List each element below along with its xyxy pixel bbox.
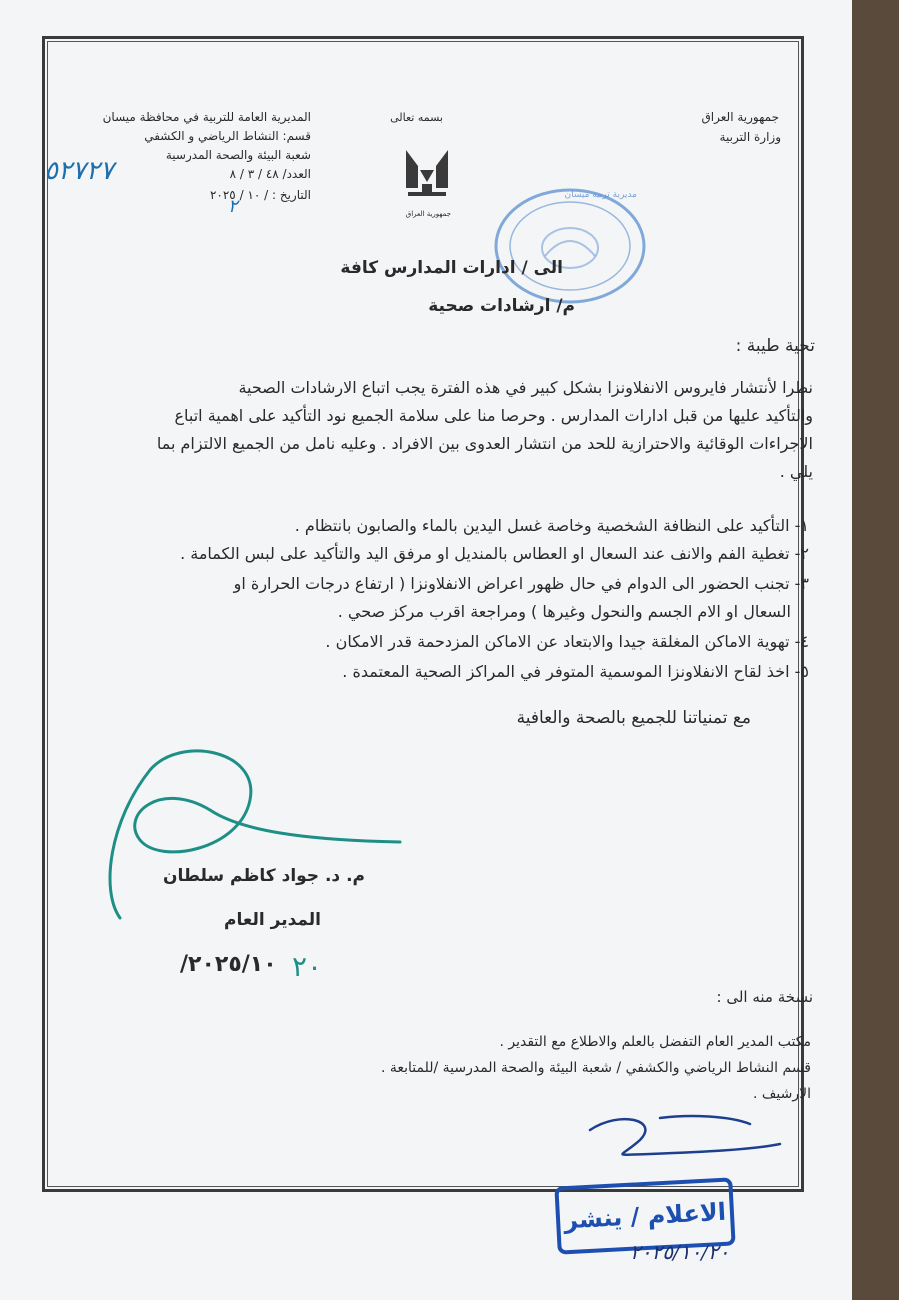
emblem-caption: جمهورية العراق xyxy=(405,210,451,218)
copy-recipient: مكتب المدير العام التفضل بالعلم والاطلاع مع التقدير . xyxy=(499,1034,811,1050)
header-directorate: المديرية العامة للتربية في محافظة ميسان xyxy=(102,110,311,124)
list-item: ٣- تجنب الحضور الى الدوام في حال ظهور اعراض الانفلاونزا ( ارتفاع درجات الحرارة او xyxy=(233,574,809,593)
header-department: قسم: النشاط الرياضي و الكشفي xyxy=(144,129,311,143)
header-country: جمهورية العراق xyxy=(701,110,779,124)
official-seal xyxy=(490,186,650,306)
list-item: ١- التأكيد على النظافة الشخصية وخاصة غسل اليدين بالماء والصابون بانتظام . xyxy=(294,516,809,535)
copy-recipient: الارشيف . xyxy=(753,1086,811,1102)
handwritten-reference-number: ٥٢٧٢٧ xyxy=(44,156,114,186)
body-line: الاجراءات الوقائية والاحترازية للحد من انتشار العدوى بين الافراد . وعليه نامل من الجميع الالتزام بما xyxy=(156,434,813,453)
list-item: السعال او الام الجسم والنحول وغيرها ) ومراجعة اقرب مركز صحي . xyxy=(337,602,791,621)
body-line: والتأكيد عليها من قبل ادارات المدارس . وحرصا منا على سلامة الجميع نود التأكيد على اهمية اتباع xyxy=(174,406,813,425)
publish-stamp: الاعلام / ينشر xyxy=(554,1177,735,1254)
signatory-name: م. د. جواد كاظم سلطان xyxy=(163,866,365,886)
recipient: الى / ادارات المدارس كافة xyxy=(340,258,563,278)
handwritten-date-day: ٢ xyxy=(228,196,238,217)
list-item: ٢- تغطية الفم والانف عند السعال او العطاس بالمنديل او مرفق اليد والتأكيد على لبس الكمامة . xyxy=(180,544,809,563)
greeting: تحية طيبة : xyxy=(735,336,815,356)
subject: م/ ارشادات صحية xyxy=(428,296,575,316)
list-item: ٥- اخذ لقاح الانفلاونزا الموسمية المتوفر في المراكز الصحية المعتمدة . xyxy=(342,662,809,681)
initials-signature xyxy=(580,1110,790,1170)
handwritten-footer-date: ٢٠٢٥/١٠/٢٠ xyxy=(630,1240,730,1264)
copy-recipient: قسم النشاط الرياضي والكشفي / شعبة البيئة والصحة المدرسية /للمتابعة . xyxy=(380,1060,811,1076)
closing: مع تمنياتنا للجميع بالصحة والعافية xyxy=(516,708,751,728)
header-date: التاريخ : / ١٠ / ٢٠٢٥ xyxy=(209,188,311,202)
iraq-emblem-icon xyxy=(404,148,450,206)
signatory-date: ٢٠٢٥/١٠/ xyxy=(180,952,277,977)
signature xyxy=(60,740,410,930)
header-ministry: وزارة التربية xyxy=(719,130,781,144)
handwritten-signature-day: ٢٠ xyxy=(292,950,323,983)
copies-heading: نسخة منه الى : xyxy=(716,988,813,1006)
seal-text: مديرية تربية ميسان xyxy=(564,190,637,200)
body-line: يلي . xyxy=(779,462,813,481)
list-item: ٤- تهوية الاماكن المغلقة جيدا والابتعاد عن الاماكن المزدحمة قدر الامكان . xyxy=(325,632,809,651)
body-line: نظرا لأنتشار فايروس الانفلاونزا بشكل كبير في هذه الفترة يجب اتباع الارشادات الصحية xyxy=(238,378,813,397)
header-number: العدد/ ٤٨ / ٣ / ٨ xyxy=(229,167,311,181)
signatory-title: المدير العام xyxy=(224,910,321,930)
header-division: شعبة البيئة والصحة المدرسية xyxy=(165,148,311,162)
basmala: بسمه تعالى xyxy=(390,111,443,124)
